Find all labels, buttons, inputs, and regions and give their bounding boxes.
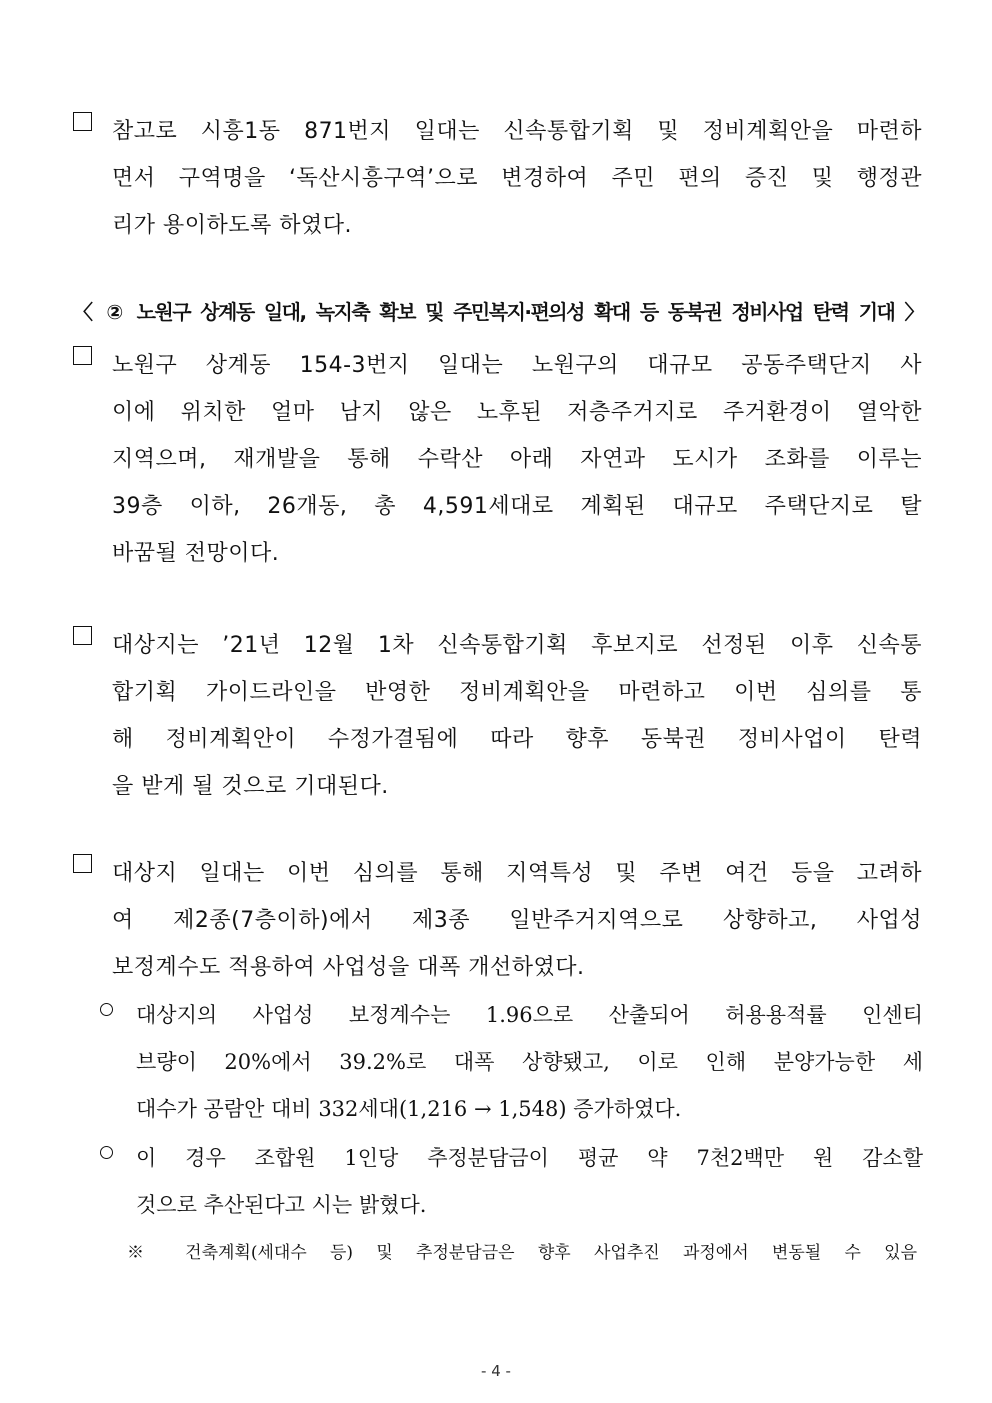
text-line: 보정계수도 적용하여 사업성을 대폭 개선하였다.: [112, 955, 585, 980]
checkbox-marker-icon: [73, 854, 92, 873]
checkbox-marker-icon: [73, 626, 92, 645]
text-line: 이 경우 조합원 1인당 추정분담금이 평균 약 7천2백만 원 감소할: [136, 1146, 923, 1170]
section-heading: 〈 ② 노원구 상계동 일대, 녹지축 확보 및 주민복지·편의성 확대 등 동북권 정비사업 탄력 기대 〉: [73, 300, 923, 324]
text-line: 바꿈될 전망이다.: [112, 541, 280, 566]
text-line: 리가 용이하도록 하였다.: [112, 213, 353, 238]
text-line: 참고로 시흥1동 871번지 일대는 신속통합기획 및 정비계획안을 마련하: [112, 119, 922, 144]
text-line: 브량이 20%에서 39.2%로 대폭 상향됐고, 이로 인해 분양가능한 세: [136, 1050, 923, 1074]
text-line: 대수가 공람안 대비 332세대(1,216 → 1,548) 증가하였다.: [136, 1097, 682, 1121]
checkbox-marker-icon: [73, 346, 92, 365]
text-line: 대상지의 사업성 보정계수는 1.96으로 산출되어 허용용적률 인센티: [136, 1003, 923, 1027]
text-line: 을 받게 될 것으로 기대된다.: [112, 774, 389, 799]
circle-bullet-icon: [100, 1146, 113, 1159]
text-line: 대상지는 ’21년 12월 1차 신속통합기획 후보지로 선정된 이후 신속통: [112, 633, 922, 658]
text-line: 면서 구역명을 ‘독산시흥구역’으로 변경하여 주민 편의 증진 및 행정관: [112, 166, 922, 191]
text-line: 39층 이하, 26개동, 총 4,591세대로 계획된 대규모 주택단지로 탈: [112, 494, 922, 519]
text-line: 것으로 추산된다고 시는 밝혔다.: [136, 1193, 427, 1217]
text-line: 지역으며, 재개발을 통해 수락산 아래 자연과 도시가 조화를 이루는: [112, 447, 922, 472]
text-line: 대상지 일대는 이번 심의를 통해 지역특성 및 주변 여건 등을 고려하: [112, 861, 922, 886]
text-line: 여 제2종(7층이하)에서 제3종 일반주거지역으로 상향하고, 사업성: [112, 908, 922, 933]
checkbox-marker-icon: [73, 112, 92, 131]
text-line: 노원구 상계동 154-3번지 일대는 노원구의 대규모 공동주택단지 사: [112, 353, 922, 378]
text-line: 이에 위치한 얼마 남지 않은 노후된 저층주거지로 주거환경이 열악한: [112, 400, 922, 425]
circle-bullet-icon: [100, 1003, 113, 1016]
text-line: 합기획 가이드라인을 반영한 정비계획안을 마련하고 이번 심의를 통: [112, 680, 922, 705]
text-line: 해 정비계획안이 수정가결됨에 따라 향후 동북권 정비사업이 탄력: [112, 727, 922, 752]
footnote: ※ 건축계획(세대수 등) 및 추정분담금은 향후 사업추진 과정에서 변동될 수 있음: [127, 1243, 917, 1263]
page-number: - 4 -: [481, 1362, 511, 1380]
